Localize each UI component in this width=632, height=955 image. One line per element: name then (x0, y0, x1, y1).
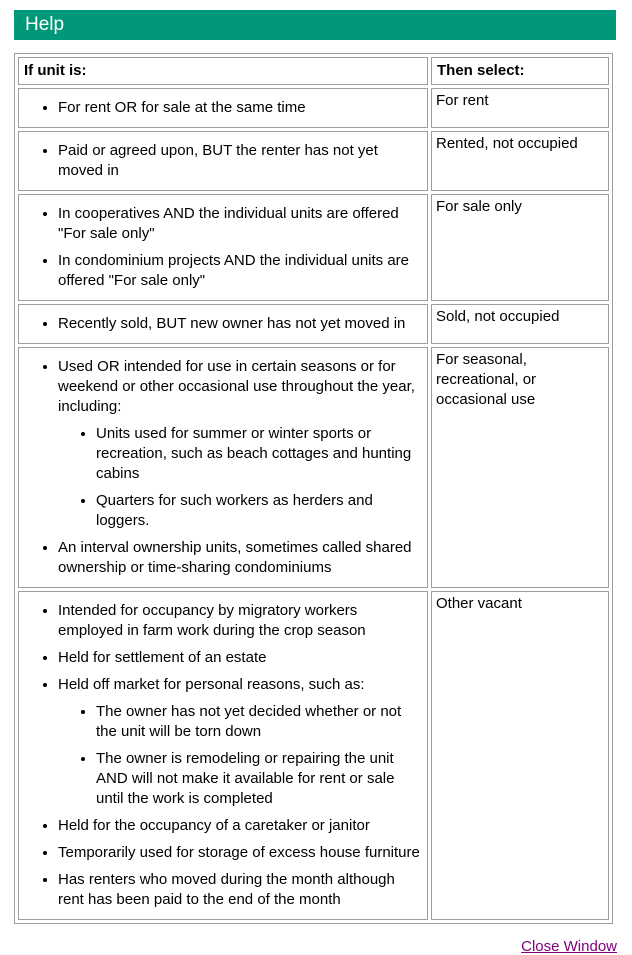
condition-item: • Has renters who moved during the month although rent has been paid to the end of the month (58, 870, 423, 910)
if-unit-is-cell (18, 304, 428, 344)
then-select-cell: Other vacant (431, 591, 609, 920)
condition-item: • Quarters for such workers as herders and loggers. (96, 491, 423, 531)
if-unit-is-cell (18, 131, 428, 191)
condition-list (58, 702, 423, 809)
table-row (18, 591, 609, 920)
table-row (18, 194, 609, 301)
then-select-cell: For seasonal, recreational, or occasional use (431, 347, 609, 588)
close-window-link[interactable]: Close Window (521, 938, 617, 955)
condition-item: • For rent OR for sale at the same time (58, 98, 423, 118)
condition-item: • Held for the occupancy of a caretaker or janitor (58, 816, 423, 836)
column-header-then-select: Then select: (431, 57, 609, 85)
condition-item: • Units used for summer or winter sports or recreation, such as beach cottages and hunting cabins (96, 424, 423, 484)
condition-item: • The owner is remodeling or repairing the unit AND will not make it available for rent or sale until the work is completed (96, 749, 423, 809)
footer (14, 938, 617, 955)
condition-item: • In cooperatives AND the individual units are offered "For sale only" (58, 204, 423, 244)
if-unit-is-cell (18, 591, 428, 920)
then-select-cell: For rent (431, 88, 609, 128)
if-unit-is-cell (18, 88, 428, 128)
condition-list (23, 601, 423, 910)
header-row (18, 57, 609, 85)
condition-item: • Intended for occupancy by migratory workers employed in farm work during the crop season (58, 601, 423, 641)
help-table (14, 53, 613, 924)
then-select-cell: For sale only (431, 194, 609, 301)
condition-list (23, 357, 423, 578)
condition-item: • An interval ownership units, sometimes called shared ownership or time-sharing condominiums (58, 538, 423, 578)
condition-item: • Recently sold, BUT new owner has not yet moved in (58, 314, 423, 334)
if-unit-is-cell (18, 194, 428, 301)
condition-item: • Used OR intended for use in certain seasons or for weekend or other occasional use throughout the year, including: • Units used for summer or winter sports or recreation, such as beach cottages and hunting cabins • Quarters for such workers as herders and loggers. (58, 357, 423, 531)
condition-list (23, 141, 423, 181)
table-row (18, 131, 609, 191)
table-row (18, 347, 609, 588)
condition-list (23, 314, 423, 334)
condition-item: • Temporarily used for storage of excess house furniture (58, 843, 423, 863)
condition-list (58, 424, 423, 531)
if-unit-is-cell (18, 347, 428, 588)
condition-item: • Held off market for personal reasons, such as: • The owner has not yet decided whether or not the unit will be torn down • The owner is remodeling or repairing the unit AND will not make it available for rent or sale until the work is completed (58, 675, 423, 809)
help-title-bar (14, 10, 616, 40)
then-select-cell: Rented, not occupied (431, 131, 609, 191)
condition-list (23, 204, 423, 291)
column-header-if-unit-is: If unit is: (18, 57, 428, 85)
condition-list (23, 98, 423, 118)
condition-item: • Held for settlement of an estate (58, 648, 423, 668)
condition-item: • Paid or agreed upon, BUT the renter has not yet moved in (58, 141, 423, 181)
condition-item: • The owner has not yet decided whether or not the unit will be torn down (96, 702, 423, 742)
table-row (18, 88, 609, 128)
table-row (18, 304, 609, 344)
condition-item: • In condominium projects AND the individual units are offered "For sale only" (58, 251, 423, 291)
help-title: Help (25, 14, 65, 35)
then-select-cell: Sold, not occupied (431, 304, 609, 344)
help-table-body (18, 88, 609, 920)
